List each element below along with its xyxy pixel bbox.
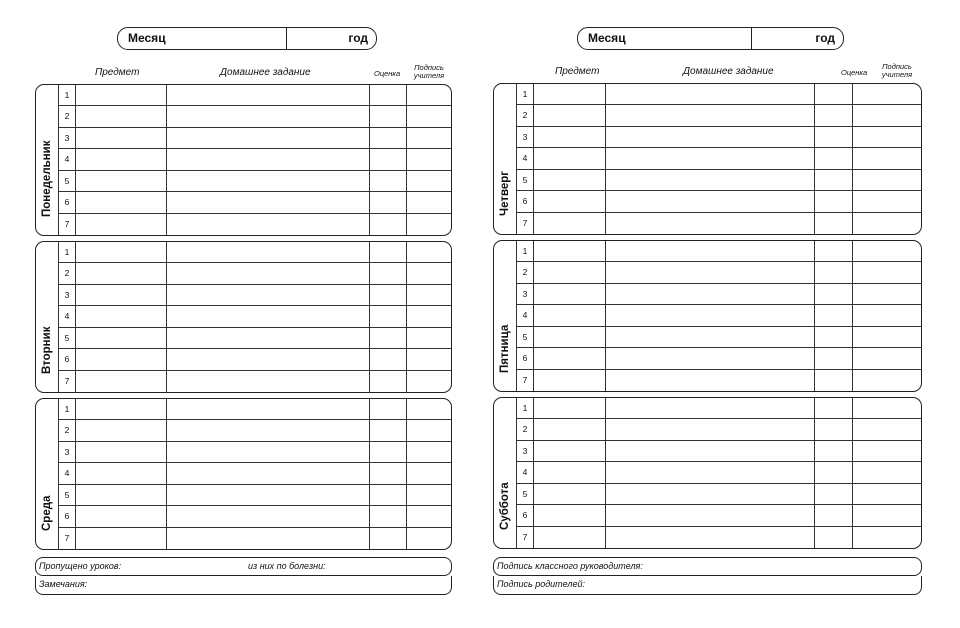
lesson-number: 5 bbox=[516, 484, 534, 504]
lesson-row bbox=[58, 149, 451, 170]
lesson-number: 6 bbox=[516, 505, 534, 525]
lesson-number: 1 bbox=[516, 84, 534, 104]
teacher-sign-line1: Подпись bbox=[414, 63, 444, 72]
column-header-subject: Предмет bbox=[555, 66, 600, 77]
lesson-number: 5 bbox=[58, 328, 76, 348]
column-header-grade: Оценка bbox=[374, 69, 401, 78]
column-header-homework: Домашнее задание bbox=[683, 66, 774, 77]
missed-lessons-label: Пропущено уроков: bbox=[39, 561, 122, 571]
lesson-row bbox=[58, 306, 451, 327]
day-block-monday bbox=[35, 84, 452, 236]
class-teacher-sign-box bbox=[493, 557, 922, 576]
column-header-teacher-sign bbox=[879, 63, 915, 79]
lesson-number: 7 bbox=[516, 527, 534, 548]
lesson-row bbox=[58, 263, 451, 284]
lesson-number: 1 bbox=[58, 242, 76, 262]
month-label: Месяц bbox=[588, 31, 626, 45]
column-divider bbox=[814, 241, 815, 391]
lesson-number: 1 bbox=[516, 398, 534, 418]
lesson-row bbox=[58, 214, 451, 235]
lesson-number: 2 bbox=[516, 105, 534, 125]
lesson-number: 3 bbox=[516, 441, 534, 461]
day-name: Суббота bbox=[499, 482, 511, 530]
lesson-row bbox=[58, 106, 451, 127]
day-name: Четверг bbox=[499, 170, 511, 216]
lesson-number: 5 bbox=[58, 171, 76, 191]
column-divider bbox=[605, 84, 606, 234]
lesson-row bbox=[58, 328, 451, 349]
lesson-row bbox=[516, 105, 921, 126]
lesson-number: 2 bbox=[516, 419, 534, 439]
month-year-box bbox=[577, 27, 844, 50]
lesson-number: 1 bbox=[516, 241, 534, 261]
column-divider bbox=[369, 399, 370, 549]
lesson-row bbox=[516, 241, 921, 262]
column-divider bbox=[166, 399, 167, 549]
lesson-row bbox=[516, 527, 921, 548]
parents-sign-label: Подпись родителей: bbox=[497, 579, 585, 589]
teacher-sign-line1: Подпись bbox=[882, 62, 912, 71]
lesson-row bbox=[516, 170, 921, 191]
lesson-number: 7 bbox=[58, 528, 76, 549]
lesson-number: 4 bbox=[58, 149, 76, 169]
day-name: Вторник bbox=[41, 326, 53, 374]
column-divider bbox=[814, 84, 815, 234]
lesson-row bbox=[516, 370, 921, 391]
column-divider bbox=[166, 85, 167, 235]
year-label: год bbox=[815, 31, 835, 45]
day-block-thursday bbox=[493, 83, 922, 235]
column-divider bbox=[852, 84, 853, 234]
lesson-row bbox=[516, 462, 921, 483]
lesson-number: 3 bbox=[516, 284, 534, 304]
parents-sign-box bbox=[493, 576, 922, 595]
column-header-grade: Оценка bbox=[841, 68, 868, 77]
lesson-row bbox=[516, 484, 921, 505]
lesson-number: 7 bbox=[58, 214, 76, 235]
column-divider bbox=[814, 398, 815, 548]
lesson-row bbox=[516, 191, 921, 212]
day-name: Понедельник bbox=[41, 140, 53, 217]
teacher-sign-line2: учителя bbox=[881, 70, 913, 79]
lesson-number: 4 bbox=[58, 463, 76, 483]
missed-lessons-box bbox=[35, 557, 452, 576]
lesson-row bbox=[516, 148, 921, 169]
lesson-row bbox=[58, 371, 451, 392]
column-divider bbox=[369, 85, 370, 235]
lesson-number: 6 bbox=[516, 348, 534, 368]
lesson-row bbox=[58, 192, 451, 213]
lesson-number: 5 bbox=[58, 485, 76, 505]
column-divider bbox=[852, 241, 853, 391]
lesson-row bbox=[516, 305, 921, 326]
column-divider bbox=[369, 242, 370, 392]
lesson-number: 6 bbox=[58, 506, 76, 526]
lesson-row bbox=[516, 419, 921, 440]
right-page bbox=[480, 0, 960, 628]
day-block-tuesday bbox=[35, 241, 452, 393]
lesson-row bbox=[58, 399, 451, 420]
lesson-row bbox=[516, 284, 921, 305]
lesson-row bbox=[58, 485, 451, 506]
lesson-row bbox=[58, 528, 451, 549]
column-divider bbox=[406, 242, 407, 392]
column-divider bbox=[166, 242, 167, 392]
day-block-friday bbox=[493, 240, 922, 392]
remarks-label: Замечания: bbox=[39, 579, 88, 589]
day-name: Среда bbox=[41, 495, 53, 531]
lesson-row bbox=[58, 442, 451, 463]
lesson-row bbox=[58, 506, 451, 527]
lesson-row bbox=[58, 85, 451, 106]
lesson-number: 7 bbox=[516, 370, 534, 391]
lesson-number: 3 bbox=[58, 442, 76, 462]
lesson-number: 7 bbox=[58, 371, 76, 392]
lesson-number: 3 bbox=[58, 128, 76, 148]
month-divider bbox=[286, 28, 287, 49]
class-teacher-sign-label: Подпись классного руководителя: bbox=[497, 561, 643, 571]
lesson-row bbox=[58, 463, 451, 484]
year-label: год bbox=[348, 31, 368, 45]
lesson-number: 5 bbox=[516, 170, 534, 190]
month-year-box bbox=[117, 27, 377, 50]
lesson-number: 3 bbox=[58, 285, 76, 305]
column-header-homework: Домашнее задание bbox=[220, 67, 311, 78]
lesson-row bbox=[516, 127, 921, 148]
lesson-row bbox=[516, 398, 921, 419]
lesson-row bbox=[516, 441, 921, 462]
lesson-row bbox=[516, 327, 921, 348]
lesson-number: 2 bbox=[58, 420, 76, 440]
day-name: Пятница bbox=[499, 324, 511, 373]
lesson-number: 6 bbox=[58, 349, 76, 369]
lesson-row bbox=[58, 171, 451, 192]
lesson-row bbox=[58, 420, 451, 441]
lesson-row bbox=[516, 213, 921, 234]
column-divider bbox=[605, 398, 606, 548]
lesson-row bbox=[58, 128, 451, 149]
column-header-subject: Предмет bbox=[95, 67, 140, 78]
day-block-wednesday bbox=[35, 398, 452, 550]
lesson-number: 6 bbox=[516, 191, 534, 211]
lesson-row bbox=[516, 505, 921, 526]
day-block-saturday bbox=[493, 397, 922, 549]
month-divider bbox=[751, 28, 752, 49]
teacher-sign-line2: учителя bbox=[413, 71, 445, 80]
lesson-number: 4 bbox=[58, 306, 76, 326]
lesson-row bbox=[58, 349, 451, 370]
column-divider bbox=[605, 241, 606, 391]
lesson-number: 5 bbox=[516, 327, 534, 347]
lesson-number: 1 bbox=[58, 85, 76, 105]
month-label: Месяц bbox=[128, 31, 166, 45]
lesson-number: 3 bbox=[516, 127, 534, 147]
lesson-number: 2 bbox=[516, 262, 534, 282]
lesson-row bbox=[58, 242, 451, 263]
sick-label: из них по болезни: bbox=[248, 561, 326, 571]
column-divider bbox=[852, 398, 853, 548]
lesson-number: 2 bbox=[58, 106, 76, 126]
lesson-number: 2 bbox=[58, 263, 76, 283]
lesson-row bbox=[58, 285, 451, 306]
lesson-row bbox=[516, 262, 921, 283]
lesson-number: 6 bbox=[58, 192, 76, 212]
column-header-teacher-sign bbox=[411, 64, 447, 80]
lesson-number: 7 bbox=[516, 213, 534, 234]
lesson-row bbox=[516, 348, 921, 369]
column-divider bbox=[406, 399, 407, 549]
lesson-number: 1 bbox=[58, 399, 76, 419]
lesson-number: 4 bbox=[516, 148, 534, 168]
column-divider bbox=[406, 85, 407, 235]
lesson-number: 4 bbox=[516, 305, 534, 325]
remarks-box bbox=[35, 576, 452, 595]
lesson-row bbox=[516, 84, 921, 105]
lesson-number: 4 bbox=[516, 462, 534, 482]
